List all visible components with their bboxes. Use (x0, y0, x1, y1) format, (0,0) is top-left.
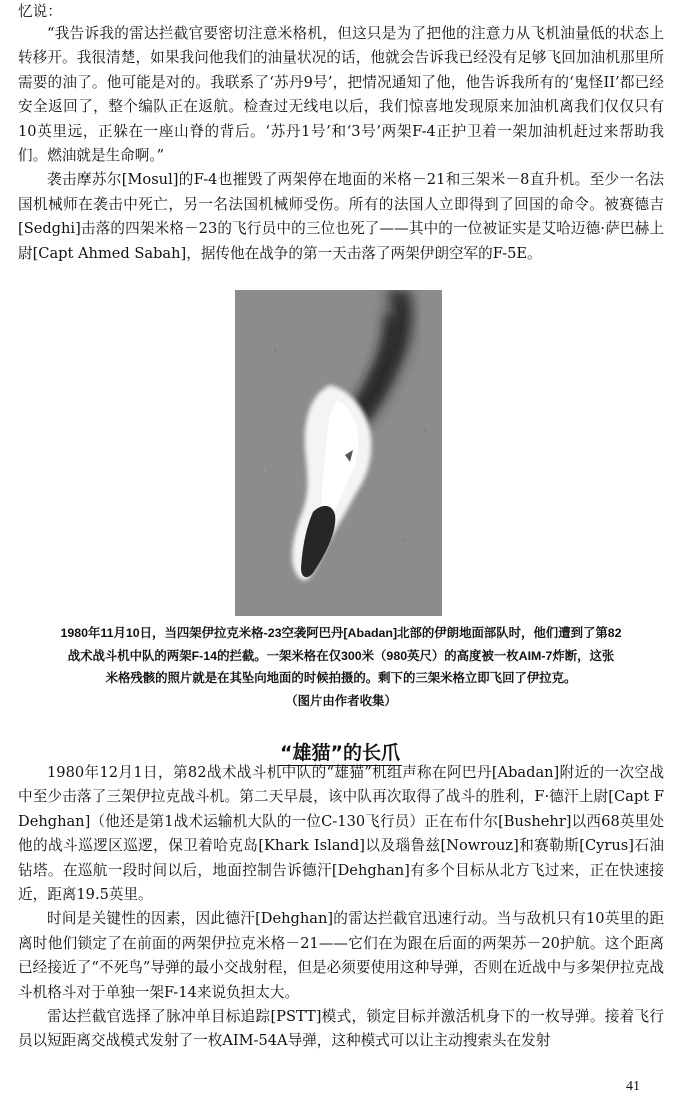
intro-text: 忆说： (18, 3, 62, 20)
intro-line (18, 0, 664, 24)
mig-wreck-photo (235, 290, 442, 616)
top-text-block (18, 22, 664, 266)
caption-line: 战术战斗机中队的两架F-14的拦截。一架米格在仅300米（980英尺）的高度被一枚AIM-7炸断，这张 (67, 648, 615, 663)
caption-credit: （图片由作者收集） (285, 693, 397, 708)
pstt-paragraph: 雷达拦截官选择了脉冲单目标追踪[PSTT]模式，锁定目标并激活机身下的一枚导弹。接着飞行员以短距离交战模式发射了一枚AIM-54A导弹，这种模式可以让主动搜索头在发射 (18, 1008, 664, 1050)
mosul-paragraph: 袭击摩苏尔[Mosul]的F-4也摧毁了两架停在地面的米格－21和三架米－8直升机。至少一名法国机械师在袭击中死亡，另一名法国机械师受伤。所有的法国人立即得到了回国的命令。被赛德吉[Sedghi]击落的四架米格－23的飞行员中的三位也死了——其中的一位被证实是艾哈迈德·萨巴赫上尉[Capt Ahmed Sabah]，据传他在战争的第一天击落了两架伊朗空军的F-5E。 (18, 171, 664, 262)
timing-paragraph: 时间是关键性的因素，因此德汗[Dehghan]的雷达拦截官迅速行动。当与敌机只有10英里的距离时他们锁定了在前面的两架伊拉克米格－21——它们在为跟在后面的两架苏－20护航。这个距离已经接近了“不死鸟”导弹的最小交战射程，但是必须要使用这种导弹，否则在近战中与多架伊拉克战斗机格斗对于单独一架F-14来说负担太大。 (18, 910, 664, 1001)
caption-line: 米格残骸的照片就是在其坠向地面的时候拍摄的。剩下的三架米格立即飞回了伊拉克。 (105, 671, 577, 685)
bottom-text-block (18, 761, 664, 1054)
figure-caption (18, 622, 664, 712)
caption-line: 1980年11月10日，当四架伊拉克米格-23空袭阿巴丹[Abadan]北部的伊朗地面部队时，他们遭到了第82 (60, 626, 622, 640)
quote-paragraph: “我告诉我的雷达拦截官要密切注意米格机，但这只是为了把他的注意力从飞机油量低的状态上转移开。我很清楚，如果我问他我们的油量状况的话，他就会告诉我已经没有足够飞回加油机那里所需要的油了。他可能是对的。我联系了‘苏丹9号’，把情况通知了他，他告诉我所有的‘鬼怪II’都已经安全返回了，整个编队正在返航。检查过无线电以后，我们惊喜地发现原来加油机离我们仅仅只有10英里远，正躲在一座山脊的背后。‘苏丹1号’和‘3号’两架F-4正护卫着一架加油机赶过来帮助我们。燃油就是生命啊。” (18, 25, 664, 165)
photo-illustration (235, 290, 442, 616)
dec-1-paragraph: 1980年12月1日，第82战术战斗机中队的“雄猫”机组声称在阿巴丹[Abadan]附近的一次空战中至少击落了三架伊拉克战斗机。第二天早晨，该中队再次取得了战斗的胜利，F·德汗上尉[Capt F Dehghan]（他还是第1战术运输机大队的一位C-130飞行员）正在布什尔[Bushehr]以西68英里处他的战斗巡逻区巡逻，保卫着哈克岛[Khark Island]以及瑙鲁兹[Nowrouz]和赛勒斯[Cyrus]石油钻塔。在巡航一段时间以后，地面控制告诉德汗[Dehghan]有多个目标从北方飞过来，正在快速接近，距离19.5英里。 (18, 764, 664, 904)
section-heading-text: “雄猫”的长爪 (280, 742, 400, 764)
page-number: 41 (626, 1079, 640, 1094)
